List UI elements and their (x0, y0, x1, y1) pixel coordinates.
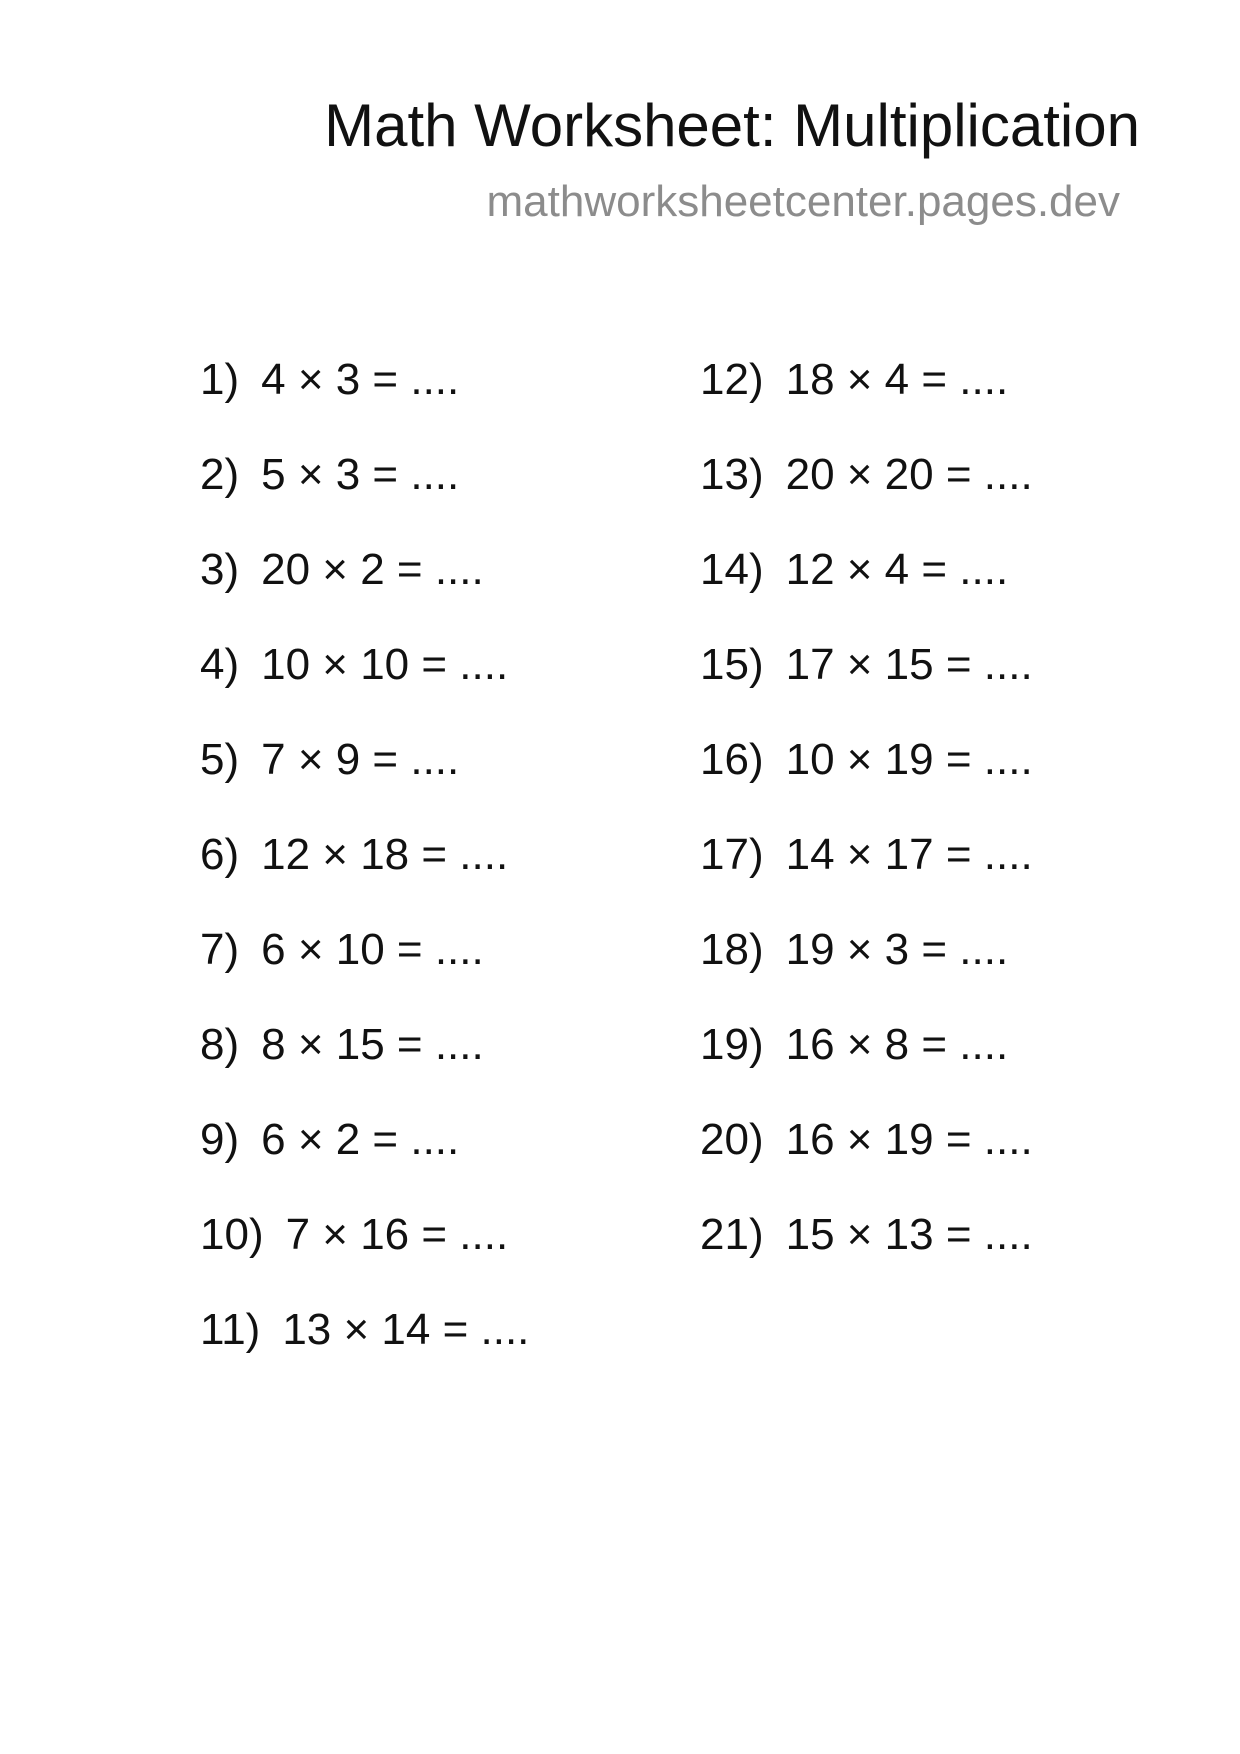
problem-item (200, 450, 460, 499)
problem-number: 12) (700, 355, 764, 404)
problem-item (200, 925, 484, 974)
problem-expression: 17 × 15 = .... (785, 640, 1033, 689)
problem-expression: 7 × 16 = .... (285, 1210, 509, 1259)
problem-number: 7) (200, 925, 240, 974)
problem-item (200, 355, 460, 404)
problem-item (200, 1115, 460, 1164)
problem-expression: 7 × 9 = .... (261, 735, 460, 784)
problem-expression: 12 × 18 = .... (261, 830, 509, 879)
problem-expression: 14 × 17 = .... (785, 830, 1033, 879)
problem-item (200, 640, 509, 689)
problem-number: 15) (700, 640, 764, 689)
problem-item (700, 640, 1033, 689)
problem-expression: 10 × 10 = .... (261, 640, 509, 689)
problem-expression: 16 × 19 = .... (785, 1115, 1033, 1164)
problem-expression: 20 × 20 = .... (785, 450, 1033, 499)
problem-number: 5) (200, 735, 240, 784)
problem-item (200, 545, 484, 594)
problem-number: 1) (200, 355, 240, 404)
problem-item (200, 735, 460, 784)
problem-item (200, 830, 509, 879)
problem-expression: 12 × 4 = .... (785, 545, 1009, 594)
problem-item (700, 925, 1009, 974)
problem-expression: 5 × 3 = .... (261, 450, 460, 499)
problem-number: 6) (200, 830, 240, 879)
problem-item (700, 450, 1033, 499)
problem-number: 8) (200, 1020, 240, 1069)
problem-number: 9) (200, 1115, 240, 1164)
problem-expression: 10 × 19 = .... (785, 735, 1033, 784)
problem-number: 2) (200, 450, 240, 499)
problem-number: 16) (700, 735, 764, 784)
problem-item (700, 355, 1009, 404)
problem-expression: 8 × 15 = .... (261, 1020, 484, 1069)
problem-expression: 16 × 8 = .... (785, 1020, 1009, 1069)
problem-expression: 18 × 4 = .... (785, 355, 1009, 404)
problem-item (700, 830, 1033, 879)
site-url: mathworksheetcenter.pages.dev (486, 177, 1120, 226)
problem-number: 18) (700, 925, 764, 974)
problem-item (700, 545, 1009, 594)
problem-number: 17) (700, 830, 764, 879)
problem-expression: 13 × 14 = .... (282, 1305, 530, 1354)
problem-item (700, 1020, 1009, 1069)
problem-item (200, 1020, 484, 1069)
problem-item (700, 1115, 1033, 1164)
problem-item (200, 1210, 509, 1259)
problem-number: 4) (200, 640, 240, 689)
problem-expression: 15 × 13 = .... (785, 1210, 1033, 1259)
problem-number: 19) (700, 1020, 764, 1069)
worksheet-title: Math Worksheet: Multiplication (324, 92, 1140, 159)
problem-expression: 19 × 3 = .... (785, 925, 1009, 974)
problem-number: 13) (700, 450, 764, 499)
problem-number: 20) (700, 1115, 764, 1164)
problem-number: 3) (200, 545, 240, 594)
problem-number: 10) (200, 1210, 264, 1259)
problem-number: 14) (700, 545, 764, 594)
problem-number: 11) (200, 1305, 261, 1354)
problem-item (700, 1210, 1033, 1259)
problem-expression: 6 × 10 = .... (261, 925, 484, 974)
problem-expression: 20 × 2 = .... (261, 545, 484, 594)
problem-item (700, 735, 1033, 784)
problem-item (200, 1305, 530, 1354)
problem-number: 21) (700, 1210, 764, 1259)
problem-expression: 6 × 2 = .... (261, 1115, 460, 1164)
problem-expression: 4 × 3 = .... (261, 355, 460, 404)
